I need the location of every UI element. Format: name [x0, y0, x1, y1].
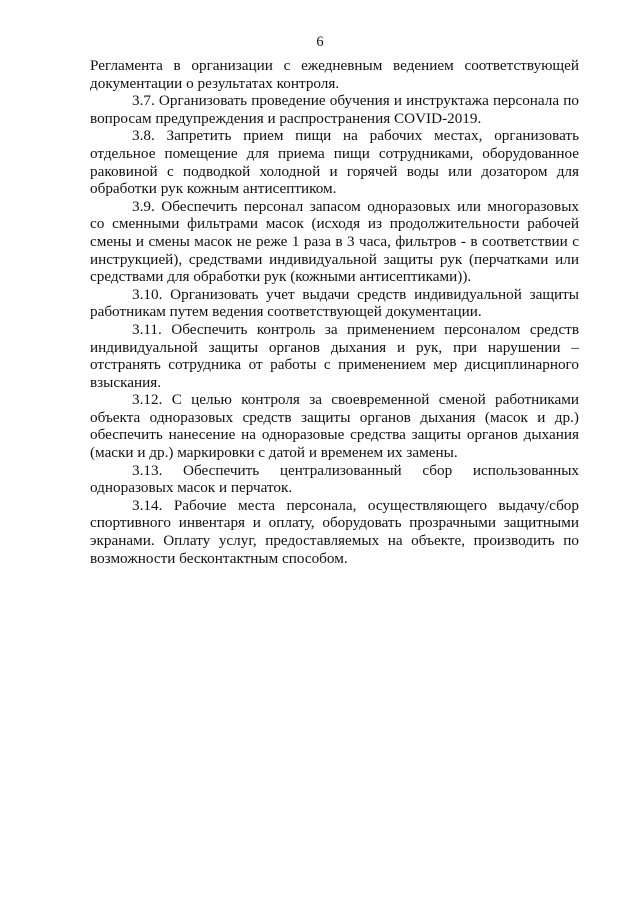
paragraph-3-13: 3.13. Обеспечить централизованный сбор использованных одноразовых масок и перчаток.	[90, 461, 579, 497]
paragraph-continuation: Регламента в организации с ежедневным ведением соответствующей документации о результатах контроля.	[90, 57, 579, 92]
paragraph-3-8: 3.8. Запретить прием пищи на рабочих местах, организовать отдельное помещение для приема пищи сотрудниками, оборудованное раковиной с подводкой холодной и горячей воды или дозатором для обработки рук кожным антисептиком.	[90, 127, 579, 198]
document-body	[90, 57, 579, 567]
paragraph-3-10: 3.10. Организовать учет выдачи средств индивидуальной защиты работникам путем ведения соответствующей документации.	[90, 285, 579, 321]
page-number: 6	[316, 34, 324, 50]
paragraph-3-7: 3.7. Организовать проведение обучения и инструктажа персонала по вопросам предупреждения и распространения COVID-2019.	[90, 92, 579, 127]
paragraph-3-12: 3.12. С целью контроля за своевременной сменой работниками объекта одноразовых средств защиты органов дыхания (масок и др.) обеспечить нанесение на одноразовые средства защиты органов дыхания (маски и др.) маркировки с датой и временем их замены.	[90, 391, 579, 462]
paragraph-3-14: 3.14. Рабочие места персонала, осуществляющего выдачу/сбор спортивного инвентаря и оплату, оборудовать прозрачными защитными экранами. Оплату услуг, предоставляемых на объекте, производить по возможности бесконтактным способом.	[90, 496, 579, 567]
paragraph-3-9: 3.9. Обеспечить персонал запасом одноразовых или многоразовых со сменными фильтрами масок (исходя из продолжительности рабочей смены и смены масок не реже 1 раза в 3 часа, фильтров - в соответствии с инструкцией), средствами индивидуальной защиты рук (перчатками или средствами для обработки рук (кожными антисептиками)).	[90, 197, 579, 286]
paragraph-3-11: 3.11. Обеспечить контроль за применением персоналом средств индивидуальной защиты органов дыхания и рук, при нарушении – отстранять сотрудника от работы с применением мер дисциплинарного взыскания.	[90, 320, 579, 391]
